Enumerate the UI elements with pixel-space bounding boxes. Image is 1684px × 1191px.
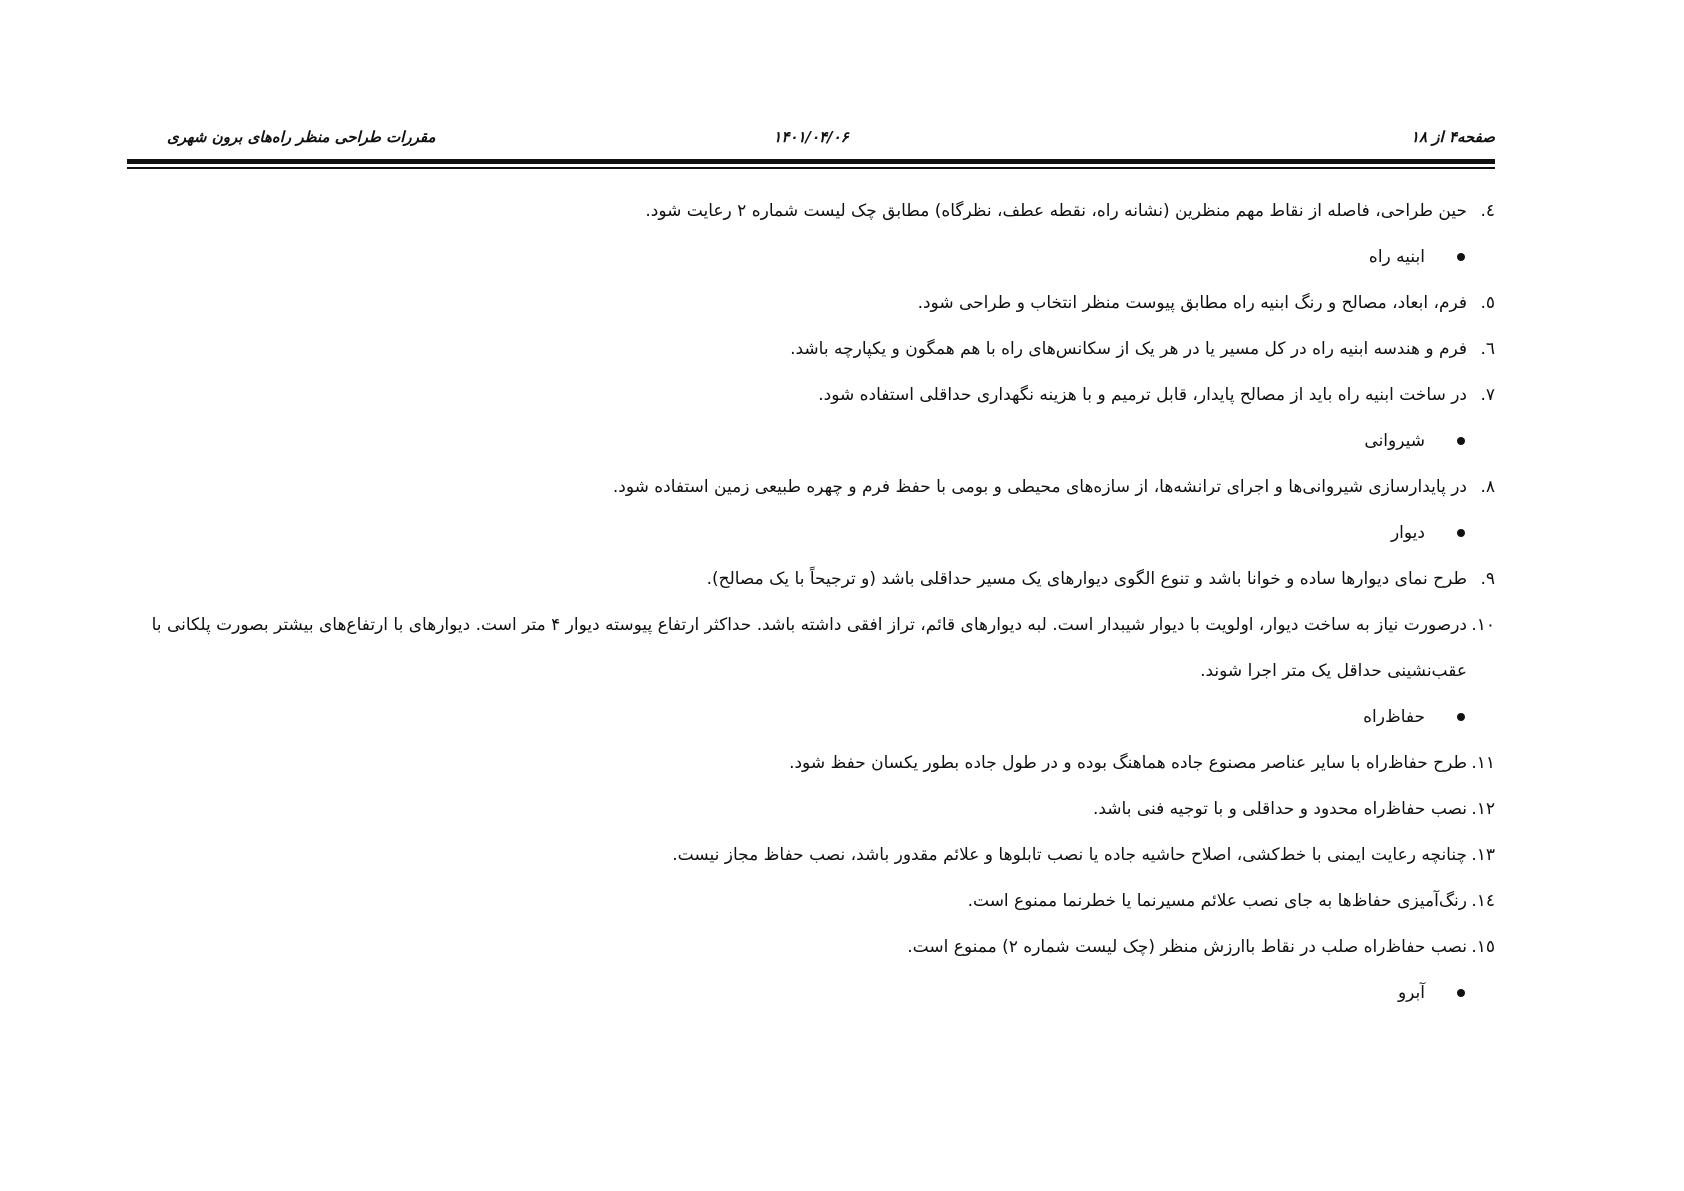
item-text: فرم، ابعاد، مصالح و رنگ ابنیه راه مطابق پیوست منظر انتخاب و طراحی شود.	[917, 293, 1467, 313]
item-number: ١١.	[1471, 753, 1495, 773]
section-heading-text: شیروانی	[1364, 431, 1425, 451]
numbered-item	[115, 188, 1495, 234]
document-body	[115, 188, 1495, 1016]
bullet-dot-icon	[1457, 529, 1465, 537]
section-heading	[115, 510, 1495, 556]
numbered-item	[115, 464, 1495, 510]
section-heading	[115, 234, 1495, 280]
numbered-item	[115, 602, 1495, 694]
item-number: ١٤.	[1471, 891, 1495, 911]
item-text: در ساخت ابنیه راه باید از مصالح پایدار، قابل ترمیم و با هزینه نگهداری حداقلی استفاده شود.	[818, 385, 1467, 405]
item-text: حین طراحی، فاصله از نقاط مهم منظرین (نشانه راه، نقطه عطف، نظرگاه) مطابق چک لیست شماره ۲ رعایت شود.	[645, 201, 1467, 221]
item-number: ٥.	[1480, 293, 1495, 313]
section-heading-text: حفاظ‌راه	[1363, 707, 1425, 727]
numbered-item	[115, 832, 1495, 878]
item-text: نصب حفاظ‌راه صلب در نقاط باارزش منظر (چک لیست شماره ۲) ممنوع است.	[907, 937, 1467, 957]
item-text: رنگ‌آمیزی حفاظ‌ها به جای نصب علائم مسیرنما یا خطرنما ممنوع است.	[967, 891, 1467, 911]
numbered-item	[115, 326, 1495, 372]
bullet-dot-icon	[1457, 253, 1465, 261]
bullet-dot-icon	[1457, 713, 1465, 721]
section-heading-text: ابنیه راه	[1368, 247, 1425, 267]
bullet-dot-icon	[1457, 989, 1465, 997]
document-date: ۱۴۰۱/۰۴/۰۶	[773, 128, 849, 146]
numbered-item	[115, 280, 1495, 326]
page-number: صفحه۴ از ۱۸	[1410, 128, 1495, 146]
item-number: ٨.	[1480, 477, 1495, 497]
document-title: مقررات طراحی منظر راه‌های برون شهری	[167, 128, 436, 146]
item-number: ٩.	[1480, 569, 1495, 589]
section-heading	[115, 418, 1495, 464]
section-heading-text: آبرو	[1397, 983, 1425, 1003]
item-text: نصب حفاظ‌راه محدود و حداقلی و با توجیه فنی باشد.	[1092, 799, 1467, 819]
section-heading	[115, 970, 1495, 1016]
bullet-dot-icon	[1457, 437, 1465, 445]
item-number: ١٣.	[1471, 845, 1495, 865]
item-number: ١٢.	[1471, 799, 1495, 819]
page-header	[127, 128, 1495, 152]
item-text: درصورت نیاز به ساخت دیوار، اولویت با دیوار شیبدار است. لبه دیوارهای قائم، تراز افقی داشته باشد. حداکثر ارتفاع پیوسته دیوار ۴ متر است. دیوارهای با ارتفاع‌های بیشتر بصورت پلکانی با عقب‌نشینی حداقل یک متر اجرا شوند.	[151, 615, 1467, 681]
header-rule-thin	[127, 167, 1495, 169]
numbered-item	[115, 372, 1495, 418]
numbered-item	[115, 740, 1495, 786]
item-text: فرم و هندسه ابنیه راه در کل مسیر یا در هر یک از سکانس‌های راه با هم همگون و یکپارچه باشد.	[790, 339, 1467, 359]
item-text: در پایدارسازی شیروانی‌ها و اجرای ترانشه‌ها، از سازه‌های محیطی و بومی با حفظ فرم و چهره طبیعی زمین استفاده شود.	[612, 477, 1467, 497]
item-number: ٧.	[1480, 385, 1495, 405]
section-heading-text: دیوار	[1390, 523, 1425, 543]
item-number: ٤.	[1480, 201, 1495, 221]
item-text: طرح حفاظ‌راه با سایر عناصر مصنوع جاده هماهنگ بوده و در طول جاده بطور یکسان حفظ شود.	[789, 753, 1467, 773]
numbered-item	[115, 556, 1495, 602]
section-heading	[115, 694, 1495, 740]
item-number: ١٠.	[1471, 615, 1495, 635]
item-text: چنانچه رعایت ایمنی با خط‌کشی، اصلاح حاشیه جاده یا نصب تابلوها و علائم مقدور باشد، نصب حفاظ مجاز نیست.	[672, 845, 1467, 865]
item-number: ١٥.	[1471, 937, 1495, 957]
item-text: طرح نمای دیوارها ساده و خوانا باشد و تنوع الگوی دیوارهای یک مسیر حداقلی باشد (و ترجیحاً با یک مصالح).	[706, 569, 1467, 589]
numbered-item	[115, 786, 1495, 832]
item-number: ٦.	[1480, 339, 1495, 359]
numbered-item	[115, 924, 1495, 970]
header-rule-thick	[127, 159, 1495, 164]
numbered-item	[115, 878, 1495, 924]
